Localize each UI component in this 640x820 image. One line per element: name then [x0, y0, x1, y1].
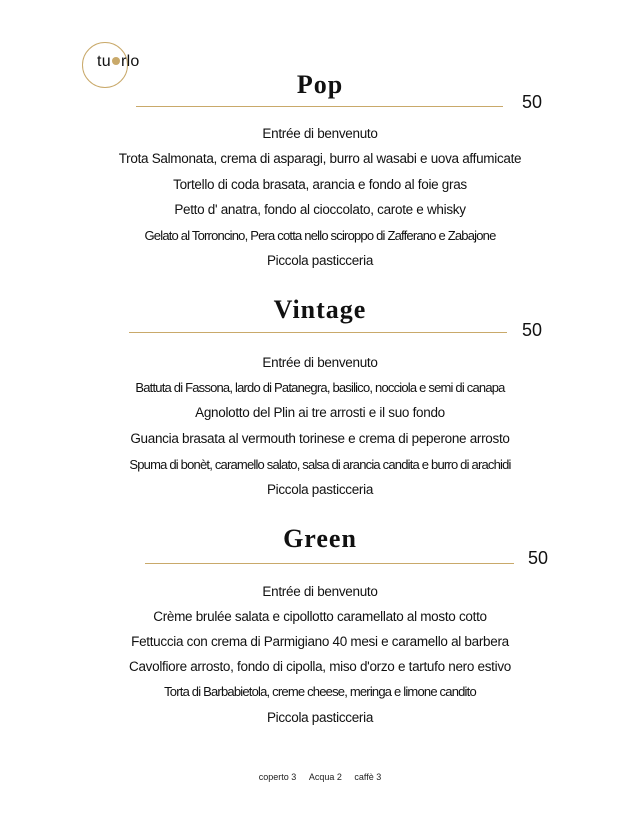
dish-item: Piccola pasticceria	[266, 710, 374, 725]
logo-text-end: rlo	[120, 53, 140, 70]
footer-caffe: caffè 3	[354, 772, 382, 782]
dish-item: Fettuccia con crema di Parmigiano 40 mesi e caramello al barbera	[131, 634, 509, 649]
menu-title-pop: Pop	[296, 70, 344, 99]
dish-item: Petto d' anatra, fondo al cioccolato, carote e whisky	[174, 202, 466, 217]
dish-item: Agnolotto del Plin ai tre arrosti e il suo fondo	[195, 405, 445, 420]
dish-item: Entrée di benvenuto	[262, 584, 378, 599]
price-pop: 50	[522, 92, 543, 112]
footer-prices	[0, 772, 640, 782]
price-vintage: 50	[522, 320, 543, 340]
dish-item: Guancia brasata al vermouth torinese e crema di peperone arrosto	[130, 431, 510, 446]
dish-item: Spuma di bonèt, caramello salato, salsa di arancia candita e burro di arachidi	[129, 457, 511, 472]
dish-item: Piccola pasticceria	[266, 253, 374, 268]
dish-item: Piccola pasticceria	[266, 482, 374, 497]
divider-vintage	[129, 332, 507, 333]
logo	[97, 53, 140, 71]
dish-item: Cavolfiore arrosto, fondo di cipolla, miso d'orzo e tartufo nero estivo	[129, 659, 511, 674]
dish-item: Battuta di Fassona, lardo di Patanegra, basilico, nocciola e semi di canapa	[135, 380, 505, 395]
dish-item: Entrée di benvenuto	[262, 355, 378, 370]
logo-text-start: tu	[97, 53, 111, 70]
dish-item: Trota Salmonata, crema di asparagi, burro al wasabi e uova affumicate	[118, 151, 522, 166]
menu-title-green: Green	[283, 524, 357, 553]
footer-coperto: coperto 3	[258, 772, 297, 782]
menu-title-vintage: Vintage	[273, 295, 367, 324]
logo-dot-icon	[112, 57, 120, 65]
footer-acqua: Acqua 2	[308, 772, 342, 782]
divider-green	[145, 563, 514, 564]
dish-item: Torta di Barbabietola, creme cheese, meringa e limone candito	[164, 684, 476, 699]
price-green: 50	[528, 548, 549, 568]
dish-item: Tortello di coda brasata, arancia e fondo al foie gras	[173, 177, 467, 192]
dish-item: Crème brulée salata e cipollotto caramellato al mosto cotto	[153, 609, 487, 624]
divider-pop	[136, 106, 503, 107]
dish-item: Entrée di benvenuto	[262, 126, 378, 141]
dish-item: Gelato al Torroncino, Pera cotta nello sciroppo di Zafferano e Zabajone	[144, 228, 496, 243]
